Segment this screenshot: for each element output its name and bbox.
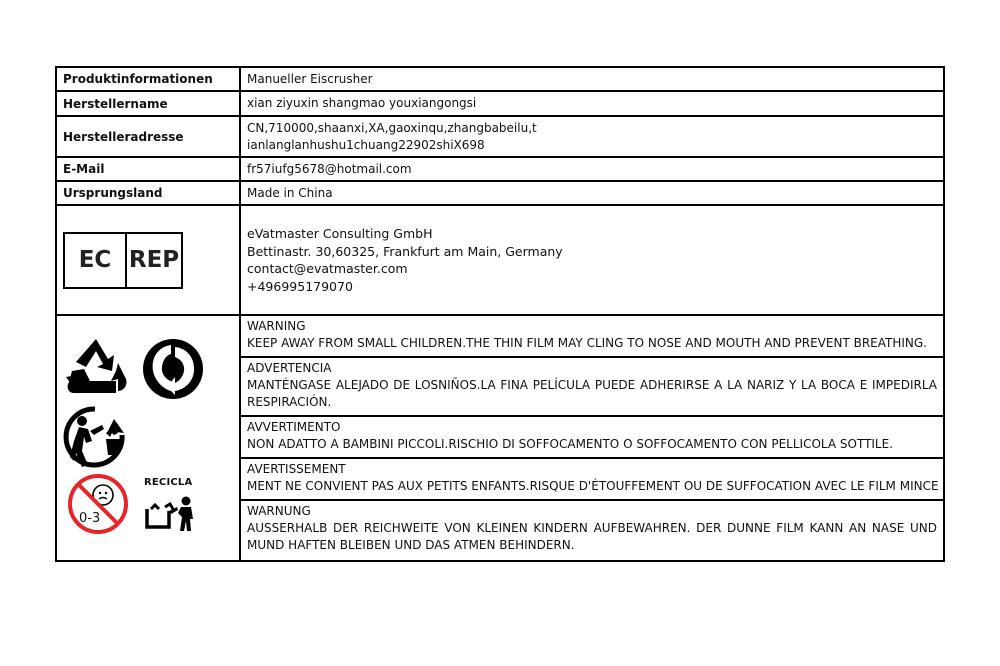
warning-title: WARNUNG [247, 504, 311, 518]
warning-title: AVVERTIMENTO [247, 420, 341, 434]
symbols-group [57, 317, 247, 560]
table-row [56, 116, 944, 157]
table-row [56, 181, 944, 205]
email-label: E-Mail [56, 157, 240, 181]
manufacturer-value: xian ziyuxin shangmao youxiangongsi [240, 91, 944, 116]
recicla-label: RECICLA [144, 476, 193, 488]
triman-icon [62, 405, 128, 469]
origin-value: Made in China [240, 181, 944, 205]
address-line-2: ianlanglanhushu1chuang22902shiX698 [247, 137, 485, 152]
ec-text: EC [65, 234, 127, 287]
warning-text: MENT NE CONVIENT PAS AUX PETITS ENFANTS.RISQUE D'ÉTOUFFEMENT OU DE SUFFOCATION AVEC LE FILM MINCE [247, 479, 939, 493]
warning-text: AUSSERHALB DER REICHWEITE VON KLEINEN KINDERN AUFBEWAHREN. DER DUNNE FILM KANN AN NASE UND MUND HAFTEN BLEIBEN UND DAS ATMEN BEHINDERN. [247, 521, 937, 552]
age-warning-icon [67, 473, 129, 535]
warning-block-it [241, 417, 943, 459]
rep-text: REP [128, 247, 180, 273]
ec-rep-cell [56, 205, 240, 315]
age-label: 0-3 [79, 510, 101, 526]
product-value: Manueller Eiscrusher [240, 67, 944, 91]
address-label: Herstelleradresse [56, 116, 240, 157]
warning-title: AVERTISSEMENT [247, 462, 346, 476]
table-row [56, 91, 944, 116]
recicla-icon [143, 493, 201, 533]
warning-block-es [241, 358, 943, 417]
product-label: Produktinformationen [56, 67, 240, 91]
table-row [56, 205, 944, 315]
ec-rep-phone: +496995179070 [247, 278, 353, 294]
table-row [56, 315, 944, 561]
ec-rep-symbol [63, 232, 183, 289]
ec-rep-contact: contact@evatmaster.com [247, 261, 408, 276]
address-line-1: CN,710000,shaanxi,XA,gaoxinqu,zhangbabeilu,t [247, 120, 537, 135]
ec-rep-address: Bettinastr. 30,60325, Frankfurt am Main, Germany [247, 243, 563, 259]
symbols-cell [56, 315, 240, 561]
table-row [56, 157, 944, 181]
ec-rep-details [240, 205, 944, 315]
address-value [240, 116, 944, 157]
warning-block-fr [241, 459, 943, 501]
warning-text: MANTÉNGASE ALEJADO DE LOSNIÑOS.LA FINA PELÍCULA PUEDE ADHERIRSE A LA NARIZ Y LA BOCA E IMPEDIRLA RESPIRACIÓN. [247, 378, 937, 409]
origin-label: Ursprungsland [56, 181, 240, 205]
warning-text: NON ADATTO A BAMBINI PICCOLI.RISCHIO DI SOFFOCAMENTO O SOFFOCAMENTO CON PELLICOLA SOTTILE. [247, 437, 894, 451]
warning-text: KEEP AWAY FROM SMALL CHILDREN.THE THIN FILM MAY CLING TO NOSE AND MOUTH AND PREVENT BREATHING. [247, 336, 927, 350]
product-info-table [55, 66, 945, 562]
ec-rep-company: eVatmaster Consulting GmbH [247, 226, 433, 241]
manufacturer-label: Herstellername [56, 91, 240, 116]
warning-block-de [241, 501, 943, 560]
recycle-icon [64, 337, 128, 399]
warnings-cell [240, 315, 944, 561]
green-dot-icon [141, 337, 205, 401]
warning-block-en [241, 316, 943, 358]
warning-title: WARNING [247, 319, 306, 333]
warning-title: ADVERTENCIA [247, 361, 332, 375]
table-row [56, 67, 944, 91]
email-value: fr57iufg5678@hotmail.com [240, 157, 944, 181]
